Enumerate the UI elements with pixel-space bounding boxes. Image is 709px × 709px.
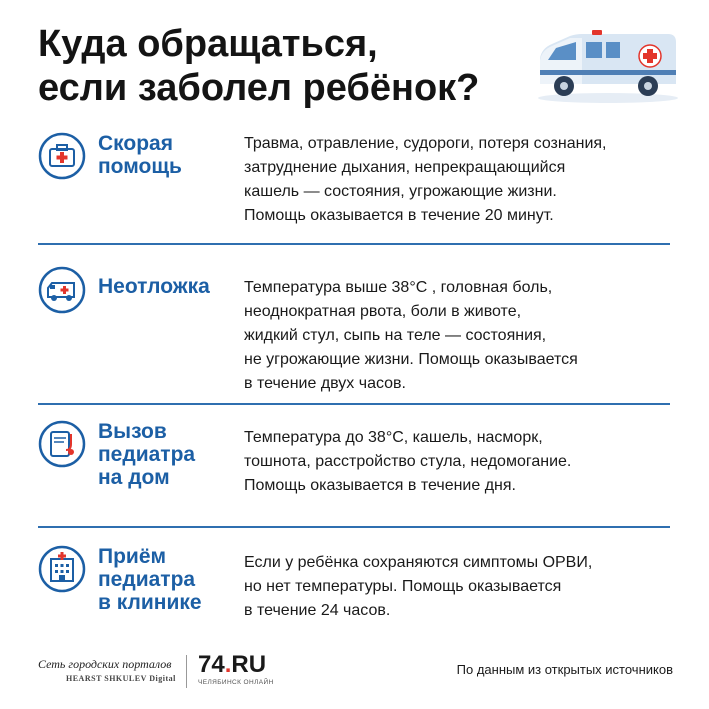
page-title	[38, 22, 479, 110]
first-aid-kit-icon	[38, 132, 86, 180]
description-line: Температура выше 38°С , головная боль,	[244, 279, 553, 296]
section-pediatrician-home-visit	[38, 420, 670, 510]
description-line: Температура до 38°С, кашель, насморк,	[244, 429, 543, 446]
description-line: в течение 24 часов.	[244, 602, 391, 619]
source-note: По данным из открытых источников	[456, 662, 673, 677]
description-line: кашель — состояния, угрожающие жизни.	[244, 183, 557, 200]
section-divider	[38, 526, 670, 528]
section-ambulance	[38, 132, 670, 232]
section-description	[244, 551, 674, 623]
section-title-line: Приём	[98, 545, 167, 568]
description-line: жидкий стул, сыпь на теле — состояния,	[244, 327, 547, 344]
description-line: в течение двух часов.	[244, 375, 406, 392]
ambulance-van-icon	[38, 266, 86, 314]
section-title	[98, 420, 195, 489]
section-description	[244, 426, 674, 498]
description-line: Помощь оказывается в течение дня.	[244, 477, 516, 494]
hospital-building-icon	[38, 545, 86, 593]
description-line: затруднение дыхания, непрекращающийся	[244, 159, 566, 176]
logo-dot: .	[224, 651, 232, 678]
section-title	[98, 132, 182, 178]
description-line: тошнота, расстройство стула, недомогание.	[244, 453, 572, 470]
section-divider	[38, 243, 670, 245]
logo-subtitle: ЧЕЛЯБИНСК ОНЛАЙН	[198, 679, 274, 686]
section-title-line: педиатра	[98, 568, 196, 591]
description-line: Если у ребёнка сохраняются симптомы ОРВИ,	[244, 554, 593, 571]
description-line: Помощь оказывается в течение 20 минут.	[244, 207, 554, 224]
section-description	[244, 276, 674, 396]
description-line: но нет температуры. Помощь оказывается	[244, 578, 562, 595]
section-title-line: Скорая	[98, 132, 173, 155]
ambulance-illustration-icon	[530, 26, 680, 104]
section-title-line: Неотложка	[98, 275, 210, 298]
description-line: не угрожающие жизни. Помощь оказывается	[244, 351, 578, 368]
network-publisher: HEARST SHKULEV Digital	[66, 674, 176, 683]
network-name: Сеть городских порталов	[38, 657, 172, 671]
stethoscope-icon	[38, 420, 86, 468]
title-line-2: если заболел ребёнок?	[38, 67, 480, 109]
logo-domain: RU	[231, 651, 267, 678]
section-title-line: педиатра	[98, 443, 196, 466]
section-title-line: в клинике	[98, 591, 202, 614]
section-title-line: на дом	[98, 466, 170, 489]
footer-divider	[186, 655, 187, 688]
description-line: неоднократная рвота, боли в животе,	[244, 303, 522, 320]
logo-number: 74	[198, 651, 225, 678]
section-title-line: Вызов	[98, 420, 167, 443]
section-pediatrician-clinic	[38, 545, 670, 625]
section-description	[244, 132, 674, 228]
section-title-line: помощь	[98, 155, 182, 178]
section-divider	[38, 403, 670, 405]
description-line: Травма, отравление, судороги, потеря сознания,	[244, 135, 607, 152]
section-title	[98, 275, 210, 298]
section-title	[98, 545, 202, 614]
site-logo	[198, 653, 274, 686]
section-urgent-care	[38, 266, 670, 392]
network-logo	[38, 657, 178, 683]
title-line-1: Куда обращаться,	[38, 23, 378, 65]
